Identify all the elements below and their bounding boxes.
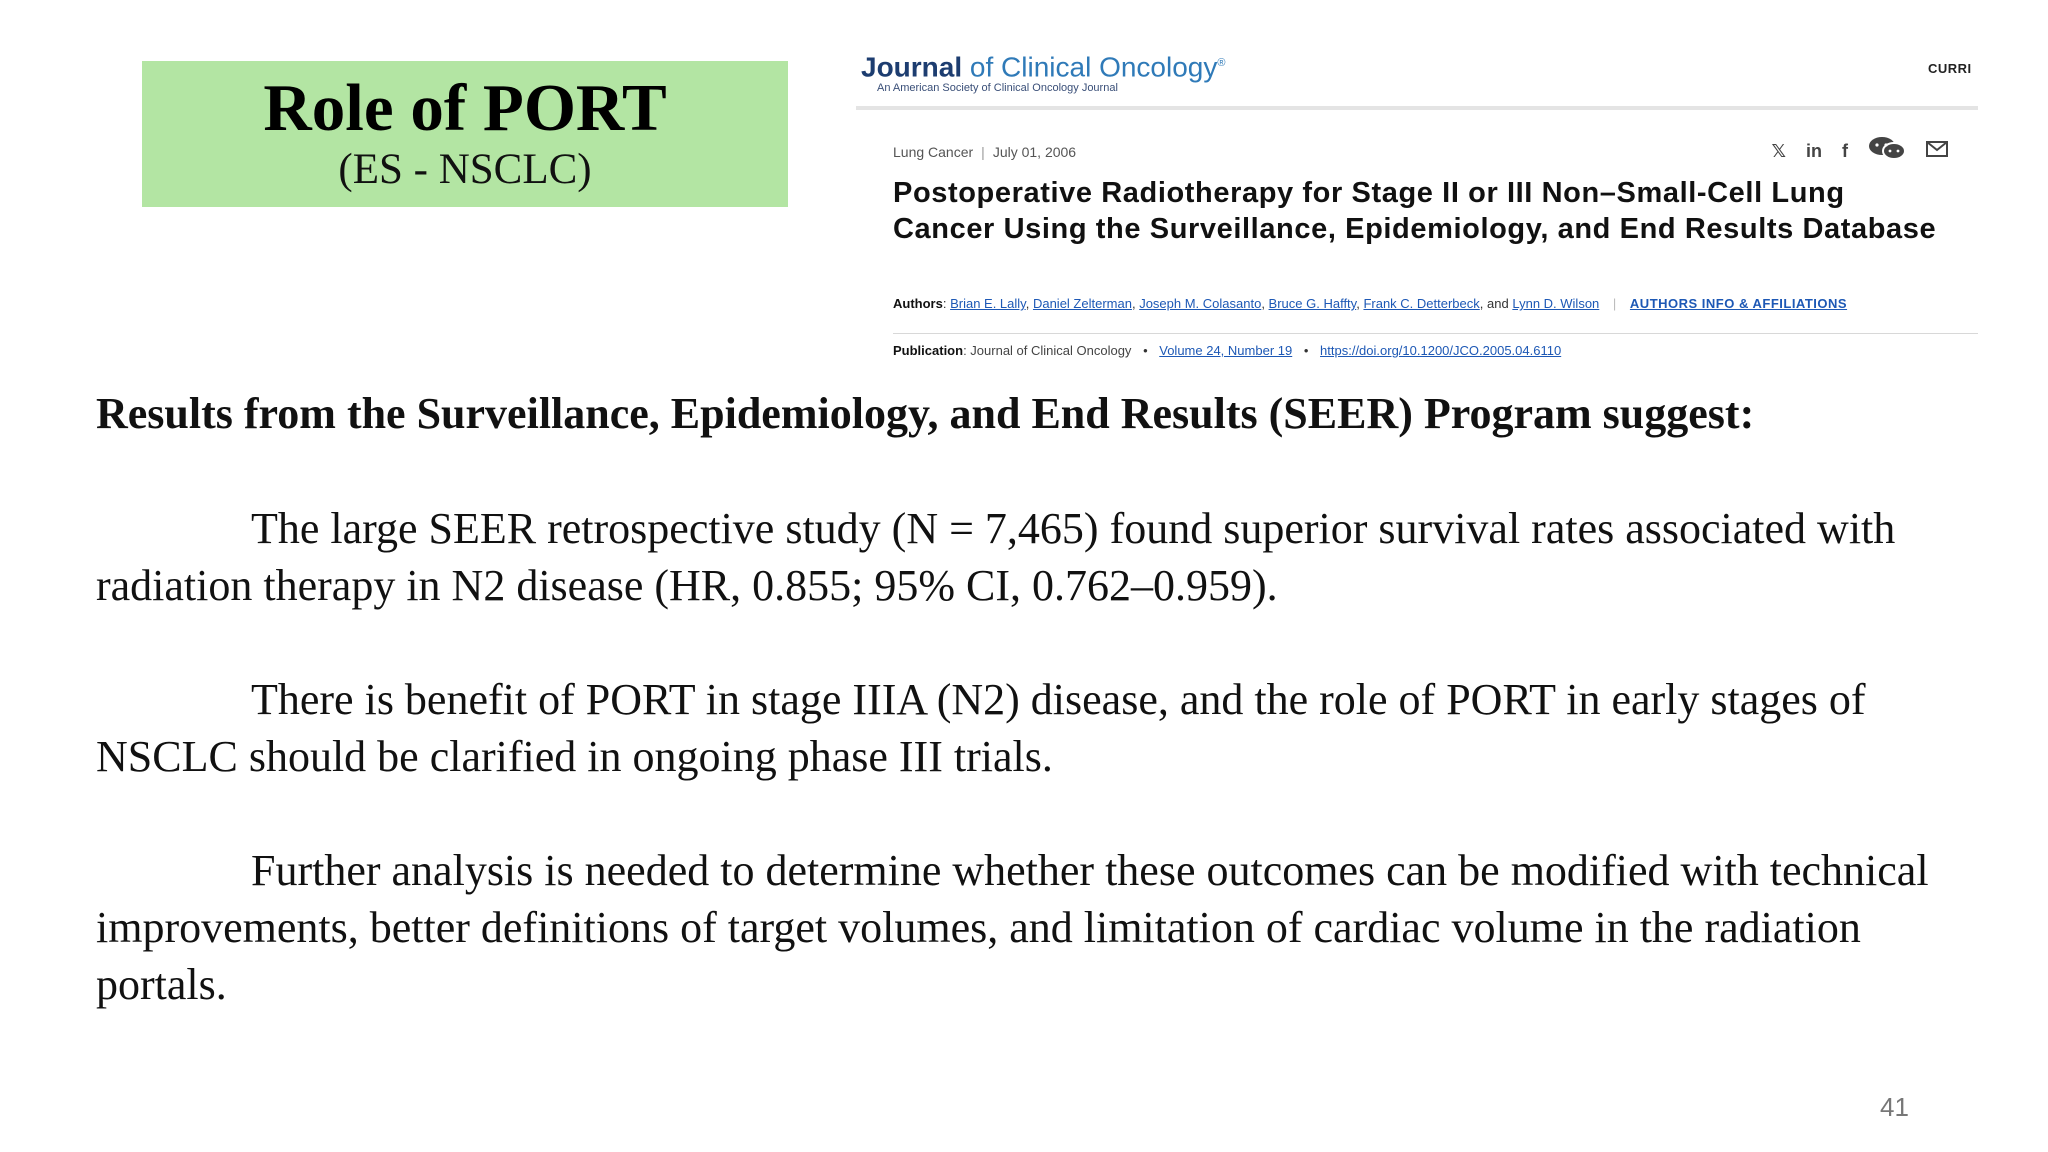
publication-divider	[893, 333, 1978, 334]
authors-info-link[interactable]: AUTHORS INFO & AFFILIATIONS	[1629, 296, 1848, 311]
author-link[interactable]: Brian E. Lally	[950, 296, 1026, 311]
wechat-icon[interactable]	[1868, 136, 1906, 165]
slide-subtitle: (ES - NSCLC)	[338, 146, 592, 193]
facebook-icon[interactable]: f	[1842, 140, 1848, 161]
journal-tagline: An American Society of Clinical Oncology Journal	[877, 82, 1118, 95]
journal-logo	[861, 48, 1225, 94]
publication-info: Publication: Journal of Clinical Oncology • Volume 24, Number 19 • https://doi.org/10.1200/JCO.2005.04.6110	[893, 343, 1562, 358]
slide-title: Role of PORT	[263, 71, 667, 145]
authors-and: and	[1487, 296, 1509, 311]
x-icon[interactable]: 𝕏	[1771, 140, 1786, 161]
results-heading: Results from the Surveillance, Epidemiology, and End Results (SEER) Program suggest:	[96, 389, 1755, 438]
paragraph: There is benefit of PORT in stage IIIA (N2) disease, and the role of PORT in early stages of NSCLC should be clarified in ongoing phase III trials.	[96, 675, 1866, 781]
page-number: 41	[1880, 1092, 1909, 1122]
author-link[interactable]: Lynn D. Wilson	[1512, 296, 1600, 311]
journal-logo-bold: Journal	[861, 51, 963, 83]
article-meta: Lung Cancer | July 01, 2006	[893, 144, 1077, 160]
linkedin-icon[interactable]: in	[1806, 140, 1822, 161]
article-authors: Authors: Brian E. Lally, Daniel Zelterman, Joseph M. Colasanto, Bruce G. Haffty, Frank C. Detterbeck, and Lynn D. Wilson | AUTHORS INFO & AFFILIATIONS	[893, 296, 1848, 311]
author-link[interactable]: Bruce G. Haffty	[1268, 296, 1357, 311]
paragraph: Further analysis is needed to determine whether these outcomes can be modified with technical improvements, better definitions of target volumes, and limitation of cardiac volume in the radiation portals.	[96, 846, 1929, 1009]
publication-label: Publication	[893, 343, 964, 358]
share-icons	[1771, 136, 1948, 165]
doi-link[interactable]: https://doi.org/10.1200/JCO.2005.04.6110	[1320, 343, 1562, 358]
header-divider	[856, 106, 1978, 110]
email-icon[interactable]	[1926, 140, 1948, 162]
article-title[interactable]: Postoperative Radiotherapy for Stage II or III Non–Small-Cell Lung Cancer Using the Surveillance, Epidemiology, and End Results Database	[893, 177, 1937, 245]
volume-link[interactable]: Volume 24, Number 19	[1159, 343, 1293, 358]
author-link[interactable]: Frank C. Detterbeck	[1363, 296, 1480, 311]
article-date: July 01, 2006	[992, 144, 1077, 160]
authors-label: Authors	[893, 296, 943, 311]
article-category[interactable]: Lung Cancer	[893, 144, 974, 160]
paragraph: The large SEER retrospective study (N = 7,465) found superior survival rates associated with radiation therapy in N2 disease (HR, 0.855; 95% CI, 0.762–0.959).	[96, 504, 1896, 610]
author-link[interactable]: Daniel Zelterman	[1032, 296, 1132, 311]
author-link[interactable]: Joseph M. Colasanto	[1139, 296, 1262, 311]
registered-mark: ®	[1217, 57, 1226, 69]
journal-article-screenshot	[856, 40, 1978, 372]
publication-name: Journal of Clinical Oncology	[970, 343, 1132, 358]
nav-current-issue[interactable]: CURRI	[1928, 61, 1972, 76]
journal-logo-light: of Clinical Oncology	[969, 51, 1218, 83]
title-box	[142, 61, 788, 207]
